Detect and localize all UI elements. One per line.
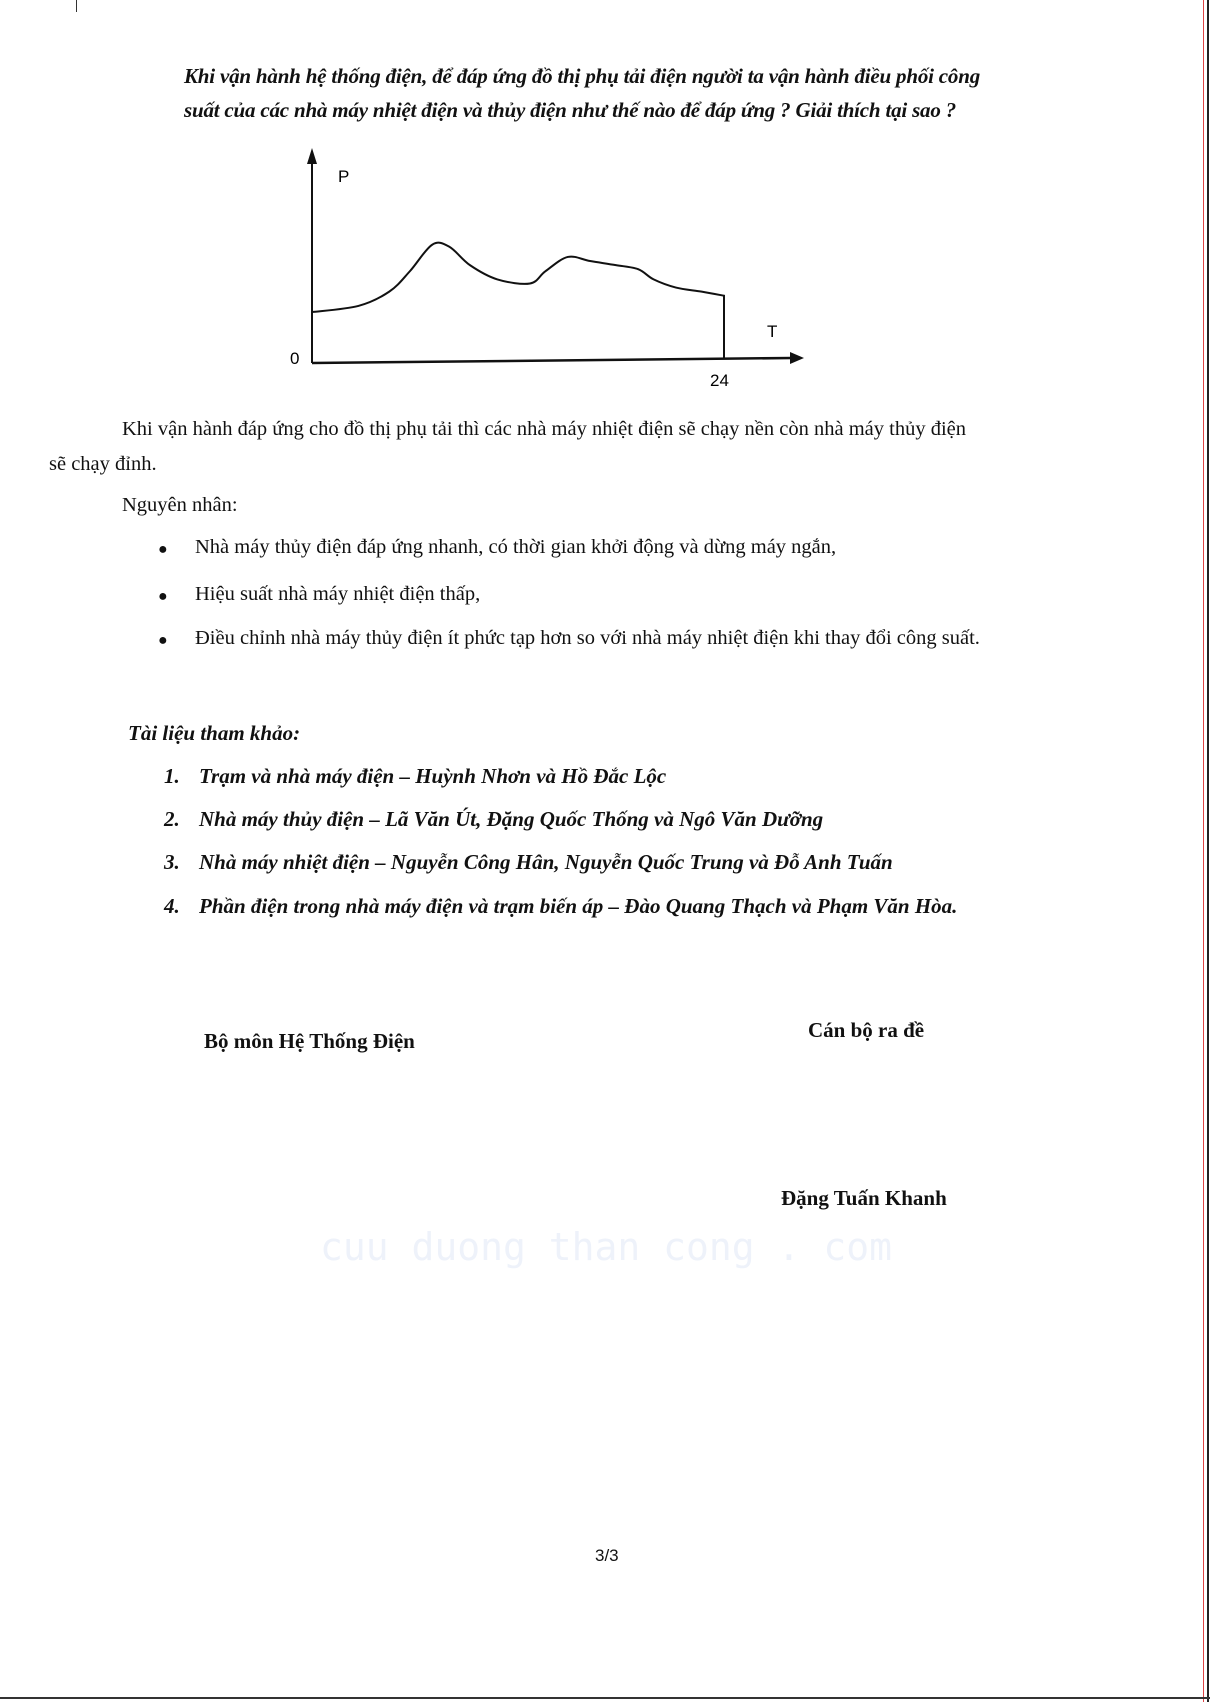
question-line-2: suất của các nhà máy nhiệt điện và thủy điện như thế nào để đáp ứng ? Giải thích tại sao ? <box>184 98 957 122</box>
reason-label: Nguyên nhân: <box>122 494 238 516</box>
author-name: Đặng Tuấn Khanh <box>781 1186 947 1210</box>
reference-item: Phần điện trong nhà máy điện và trạm biến áp – Đào Quang Thạch và Phạm Văn Hòa. <box>199 894 958 918</box>
reason-item: Điều chỉnh nhà máy thủy điện ít phức tạp hơn so với nhà máy nhiệt điện khi thay đổi công suất. <box>195 627 980 649</box>
reference-item: Trạm và nhà máy điện – Huỳnh Nhơn và Hồ Đắc Lộc <box>199 764 667 788</box>
bullet-icon: ● <box>158 588 168 605</box>
x-axis-label: T <box>767 322 778 341</box>
author-title: Cán bộ ra đề <box>808 1018 925 1042</box>
scan-edge-red <box>1203 0 1204 1702</box>
bullet-icon: ● <box>158 541 168 558</box>
y-axis-arrow-icon <box>307 148 317 164</box>
bullet-icon: ● <box>158 632 168 649</box>
reference-number: 1. <box>164 764 180 788</box>
origin-label: 0 <box>290 349 300 368</box>
reason-item: Nhà máy thủy điện đáp ứng nhanh, có thời gian khởi động và dừng máy ngắn, <box>195 536 837 558</box>
references-title: Tài liệu tham khảo: <box>128 721 301 745</box>
scan-mark <box>76 0 77 12</box>
x-tick-label-24: 24 <box>710 371 729 390</box>
reference-item: Nhà máy nhiệt điện – Nguyễn Công Hân, Nguyễn Quốc Trung và Đỗ Anh Tuấn <box>199 850 893 874</box>
y-axis-label: P <box>338 167 350 186</box>
page-number: 3/3 <box>595 1546 619 1565</box>
question-line-1: Khi vận hành hệ thống điện, để đáp ứng đồ thị phụ tải điện người ta vận hành điều phối công <box>184 64 981 88</box>
answer-line-2: sẽ chạy đỉnh. <box>49 453 157 475</box>
answer-line-1: Khi vận hành đáp ứng cho đồ thị phụ tải thì các nhà máy nhiệt điện sẽ chạy nền còn nhà máy thủy điện <box>122 418 966 440</box>
scan-edge-right <box>1207 0 1209 1702</box>
load-curve-line <box>312 243 724 361</box>
reference-number: 2. <box>164 807 180 831</box>
x-axis-arrow-icon <box>790 352 804 364</box>
x-axis <box>312 358 792 363</box>
reference-number: 4. <box>164 894 180 918</box>
department-signature: Bộ môn Hệ Thống Điện <box>204 1029 415 1053</box>
reference-number: 3. <box>164 850 180 874</box>
reason-item: Hiệu suất nhà máy nhiệt điện thấp, <box>195 583 481 605</box>
reference-item: Nhà máy thủy điện – Lã Văn Út, Đặng Quốc Thống và Ngô Văn Dưỡng <box>199 807 824 831</box>
load-chart <box>270 140 830 400</box>
watermark: cuu duong than cong . com <box>320 1225 892 1269</box>
scan-edge-bottom <box>0 1697 1210 1699</box>
